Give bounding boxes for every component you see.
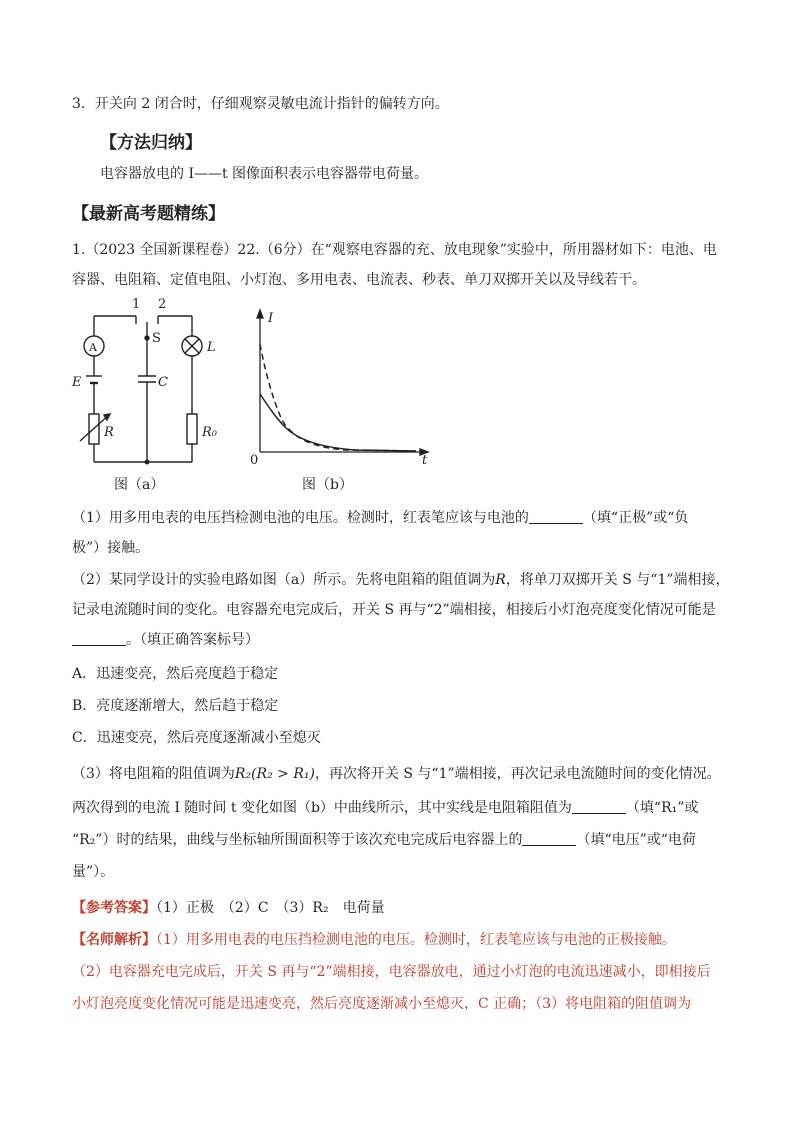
part-2-line-2: 记录电流随时间的变化。电容器充电完成后，开关 S 再与“2”端相接，相接后小灯泡亮度变化情况可能是 (72, 602, 716, 618)
circuit-diagram (70, 296, 220, 471)
option-b: B．亮度逐渐增大，然后趋于稳定 (72, 698, 279, 714)
part-1-line-2: 极”）接触。 (72, 540, 150, 556)
ammeter-label: A (89, 341, 97, 354)
analysis-line-2: （2）电容器充电完成后，开关 S 再与“2”端相接，电容器放电，通过小灯泡的电流迅速减小，即相接后 (72, 964, 711, 980)
method-text: 电容器放电的 I——t 图像面积表示电容器带电荷量。 (100, 166, 429, 182)
part-3-line-1: （3）将电阻箱的阻值调为R₂(R₂ > R₁)，再次将开关 S 与“1”端相接，再次记录电流随时间的变化情况。 (72, 766, 721, 782)
figure-b-caption: 图（b） (302, 477, 353, 493)
circuit-label-2: 2 (158, 297, 167, 312)
part-3-line-3: “R₂”）时的结果，曲线与坐标轴所围面积等于该次充电完成后电容器上的 （填“电压”或“电荷 (72, 832, 696, 848)
circuit-label-s: S (152, 331, 161, 346)
figure-a-caption: 图（a） (114, 477, 165, 493)
part-3-line-4: 量”）。 (72, 864, 115, 880)
circuit-label-e: E (72, 375, 82, 390)
answer-blank-4[interactable] (522, 831, 576, 846)
item-3: 3．开关向 2 闭合时，仔细观察灵敏电流计指针的偏转方向。 (72, 96, 449, 112)
current-time-graph (246, 306, 436, 466)
part-1-line-1: （1）用多用电表的电压挡检测电池的电压。检测时，红表笔应该与电池的 （填“正极”或“负 (72, 510, 689, 526)
graph-label-i: I (268, 311, 274, 326)
option-a: A．迅速变亮，然后亮度趋于稳定 (72, 666, 279, 682)
method-title: 【方法归纳】 (100, 133, 202, 153)
graph-origin: 0 (250, 453, 259, 466)
circuit-label-1: 1 (132, 297, 141, 312)
graph-label-t: t (422, 453, 428, 466)
circuit-label-l: L (207, 340, 216, 355)
part-3-line-2: 两次得到的电流 I 随时间 t 变化如图（b）中曲线所示，其中实线是电阻箱阻值为 （填“R₁”或 (72, 800, 699, 816)
answer-blank-1[interactable] (529, 509, 583, 524)
reference-answer: 【参考答案】（1）正极 （2）C （3）R₂ 电荷量 (72, 900, 385, 916)
section-title: 【最新高考题精练】 (72, 204, 225, 224)
analysis-line-1: 【名师解析】（1）用多用电表的电压挡检测电池的电压。检测时，红表笔应该与电池的正极接触。 (72, 932, 676, 948)
analysis-line-3: 小灯泡亮度变化情况可能是迅速变亮，然后亮度逐渐减小至熄灭，C 正确；（3）将电阻箱的阻值调为 (72, 996, 692, 1012)
question-1-line-1: 1.（2023 全国新课程卷）22.（6分）在“观察电容器的充、放电现象”实验中，所用器材如下：电池、电 (72, 242, 717, 258)
option-c: C．迅速变亮，然后亮度逐渐减小至熄灭 (72, 730, 321, 746)
part-2-line-1: （2）某同学设计的实验电路如图（a）所示。先将电阻箱的阻值调为R，将单刀双掷开关 S 与“1”端相接， (72, 572, 730, 588)
circuit-label-c: C (158, 375, 168, 390)
part-2-line-3: 。（填正确答案标号） (72, 630, 732, 650)
circuit-label-r: R (104, 425, 114, 440)
answer-blank-2[interactable] (72, 631, 126, 646)
question-1-line-2: 容器、电阻箱、定值电阻、小灯泡、多用电表、电流表、秒表、单刀双掷开关以及导线若干。 (72, 272, 646, 288)
circuit-label-r0: R₀ (202, 425, 217, 440)
answer-blank-3[interactable] (572, 799, 626, 814)
